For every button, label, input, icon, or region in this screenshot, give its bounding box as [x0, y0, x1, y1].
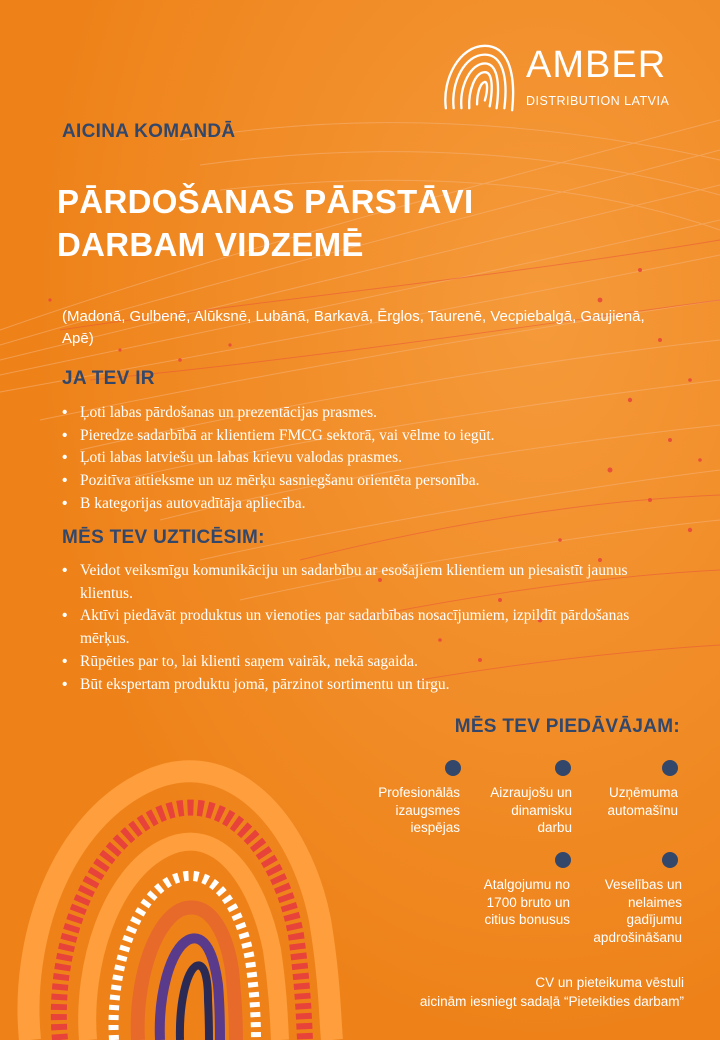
offer-item-line: darbu — [537, 820, 572, 835]
brand-name: AMBER — [526, 44, 667, 86]
job-title — [57, 180, 473, 266]
offer-item-line: automašīnu — [607, 802, 678, 818]
offer-item-line: 1700 bruto un — [486, 894, 570, 910]
duties-list — [62, 560, 652, 696]
offer-item-car — [607, 784, 678, 819]
offer-item-work — [490, 784, 572, 837]
offer-bullet-dot — [662, 852, 678, 868]
offer-item-line: apdrošināšanu — [593, 929, 682, 945]
list-item: • Aktīvi piedāvāt produktus un vienoties par sadarbības nosacījumiem, izpildīt pārdošanas mērķus. — [62, 605, 652, 650]
list-item: • Būt ekspertam produktu jomā, pārzinot sortimentu un tirgu. — [62, 674, 652, 697]
offer-bullet-dot — [555, 852, 571, 868]
offer-item-line: nelaimes — [627, 894, 682, 910]
offer-item-line: Veselības un — [604, 877, 682, 892]
list-item: • Rūpēties par to, lai klienti saņem vairāk, nekā sagaida. — [62, 651, 652, 674]
job-title-line-1: PĀRDOŠANAS PĀRSTĀVI — [57, 183, 474, 220]
list-item: • Pozitīva attieksme un uz mērķu sasniegšanu orientēta personība. — [62, 470, 672, 493]
job-title-line-2: DARBAM VIDZEMĒ — [57, 226, 364, 263]
cv-line-2: aicinām iesniegt sadaļā “Pieteikties darbam” — [419, 994, 684, 1009]
offer-item-insurance — [593, 876, 682, 946]
offer-item-growth — [378, 784, 460, 837]
requirements-heading: JA TEV IR — [62, 368, 155, 389]
cv-line-1: CV un pieteikuma vēstuli — [535, 975, 684, 990]
offer-bullet-dot — [555, 760, 571, 776]
list-item: • Pieredze sadarbībā ar klientiem FMCG sektorā, vai vēlme to iegūt. — [62, 425, 672, 448]
list-item: • B kategorijas autovadītāja apliecība. — [62, 493, 672, 516]
offer-item-line: citius bonusus — [484, 912, 570, 927]
offer-item-line: dinamisku — [511, 802, 572, 818]
locations-text: (Madonā, Gulbenē, Alūksnē, Lubānā, Barkavā, Ērglos, Taurenē, Vecpiebalgā, Gaujienā, Apē) — [62, 308, 645, 347]
offer-heading: MĒS TEV PIEDĀVĀJAM: — [454, 716, 680, 737]
list-item: • Ļoti labas latviešu un labas krievu valodas prasmes. — [62, 447, 672, 470]
offer-item-line: Aizraujošu un — [490, 785, 572, 800]
offer-item-line: Uzņēmuma — [608, 785, 678, 800]
kicker-heading: AICINA KOMANDĀ — [62, 121, 236, 142]
cv-instructions — [420, 973, 684, 1011]
requirements-list — [62, 402, 672, 516]
brand-logo — [440, 40, 680, 120]
list-item: • Veidot veiksmīgu komunikāciju un sadarbību ar esošajiem klientiem un piesaistīt jaunus klientus. — [62, 560, 652, 605]
concentric-rings-logo-icon — [440, 40, 518, 118]
offer-item-line: gadījumu — [626, 912, 682, 927]
list-item: • Ļoti labas pārdošanas un prezentācijas prasmes. — [62, 402, 672, 425]
offer-bullet-dot — [662, 760, 678, 776]
offer-item-line: Profesionālās — [378, 785, 460, 800]
offer-item-salary — [484, 876, 570, 929]
offer-bullet-dot — [445, 760, 461, 776]
offer-item-line: Atalgojumu no — [483, 877, 570, 892]
offer-item-line: izaugsmes — [395, 802, 460, 818]
offer-item-line: iespējas — [410, 820, 460, 835]
duties-heading: MĒS TEV UZTICĒSIM: — [62, 527, 265, 548]
brand-subtitle: DISTRIBUTION LATVIA — [526, 94, 670, 108]
